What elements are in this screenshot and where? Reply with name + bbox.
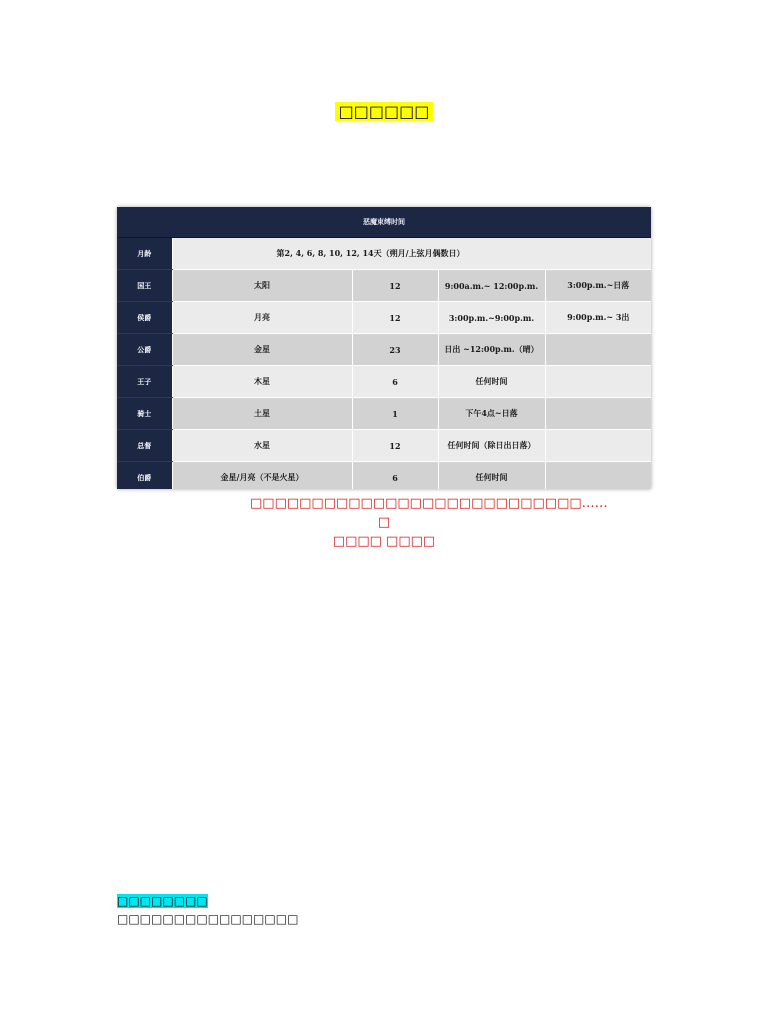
table-row (117, 270, 651, 302)
time2-cell (545, 398, 651, 430)
time2-cell (545, 334, 651, 366)
number-cell: 1 (352, 398, 438, 430)
rank-cell: 骑士 (117, 398, 172, 430)
table-row (117, 302, 651, 334)
spell-time-table-image (117, 207, 651, 489)
rank-cell: 月龄 (117, 238, 172, 270)
moon-age-cell: 第2, 4, 6, 8, 10, 12, 14天（朔月/上弦月偶数日） (172, 238, 651, 270)
time2-cell: 9:00p.m.~ 3出 (545, 302, 651, 334)
time1-cell: 9:00a.m.~ 12:00p.m. (438, 270, 545, 302)
time2-cell (545, 430, 651, 462)
planet-cell: 木星 (172, 366, 352, 398)
table-row (117, 398, 651, 430)
page-title-text: □□□□□□ (335, 102, 434, 121)
table-header-row (117, 207, 651, 238)
time2-cell (545, 366, 651, 398)
planet-cell: 金星/月亮（不是火星） (172, 462, 352, 490)
section-heading-text: □□□□□□□□ (117, 894, 208, 908)
time1-cell: 任何时间（除日出日落） (438, 430, 545, 462)
rank-cell: 公爵 (117, 334, 172, 366)
planet-cell: 太阳 (172, 270, 352, 302)
rank-cell: 王子 (117, 366, 172, 398)
number-cell: 6 (352, 366, 438, 398)
image-caption (250, 494, 608, 551)
time2-cell: 3:00p.m.~日落 (545, 270, 651, 302)
planet-cell: 金星 (172, 334, 352, 366)
time1-cell: 下午4点~日落 (438, 398, 545, 430)
number-cell: 12 (352, 302, 438, 334)
page-title (0, 102, 768, 122)
number-cell: 12 (352, 430, 438, 462)
table-row (117, 334, 651, 366)
rank-cell: 国王 (117, 270, 172, 302)
rank-cell: 伯爵 (117, 462, 172, 490)
section-heading (117, 894, 208, 909)
planet-cell: 土星 (172, 398, 352, 430)
caption-line-1: □□□□□□□□□□□□□□□□□□□□□□□□□□□……□ (250, 496, 608, 530)
planet-cell: 月亮 (172, 302, 352, 334)
table-row (117, 238, 651, 270)
table-header: 恶魔束缚时间 (117, 207, 651, 238)
table-row (117, 366, 651, 398)
number-cell: 6 (352, 462, 438, 490)
time1-cell: 任何时间 (438, 462, 545, 490)
spell-time-table (117, 207, 651, 489)
number-cell: 23 (352, 334, 438, 366)
section-paragraph: □□□□□□□□□□□□□□□□ (117, 912, 299, 926)
time1-cell: 3:00p.m.~9:00p.m. (438, 302, 545, 334)
rank-cell: 侯爵 (117, 302, 172, 334)
time1-cell: 任何时间 (438, 366, 545, 398)
rank-cell: 总督 (117, 430, 172, 462)
table-row (117, 462, 651, 490)
planet-cell: 水星 (172, 430, 352, 462)
number-cell: 12 (352, 270, 438, 302)
caption-line-2: □□□□ □□□□ (332, 534, 436, 549)
time2-cell (545, 462, 651, 490)
table-row (117, 430, 651, 462)
time1-cell: 日出 ~12:00p.m.（晴） (438, 334, 545, 366)
